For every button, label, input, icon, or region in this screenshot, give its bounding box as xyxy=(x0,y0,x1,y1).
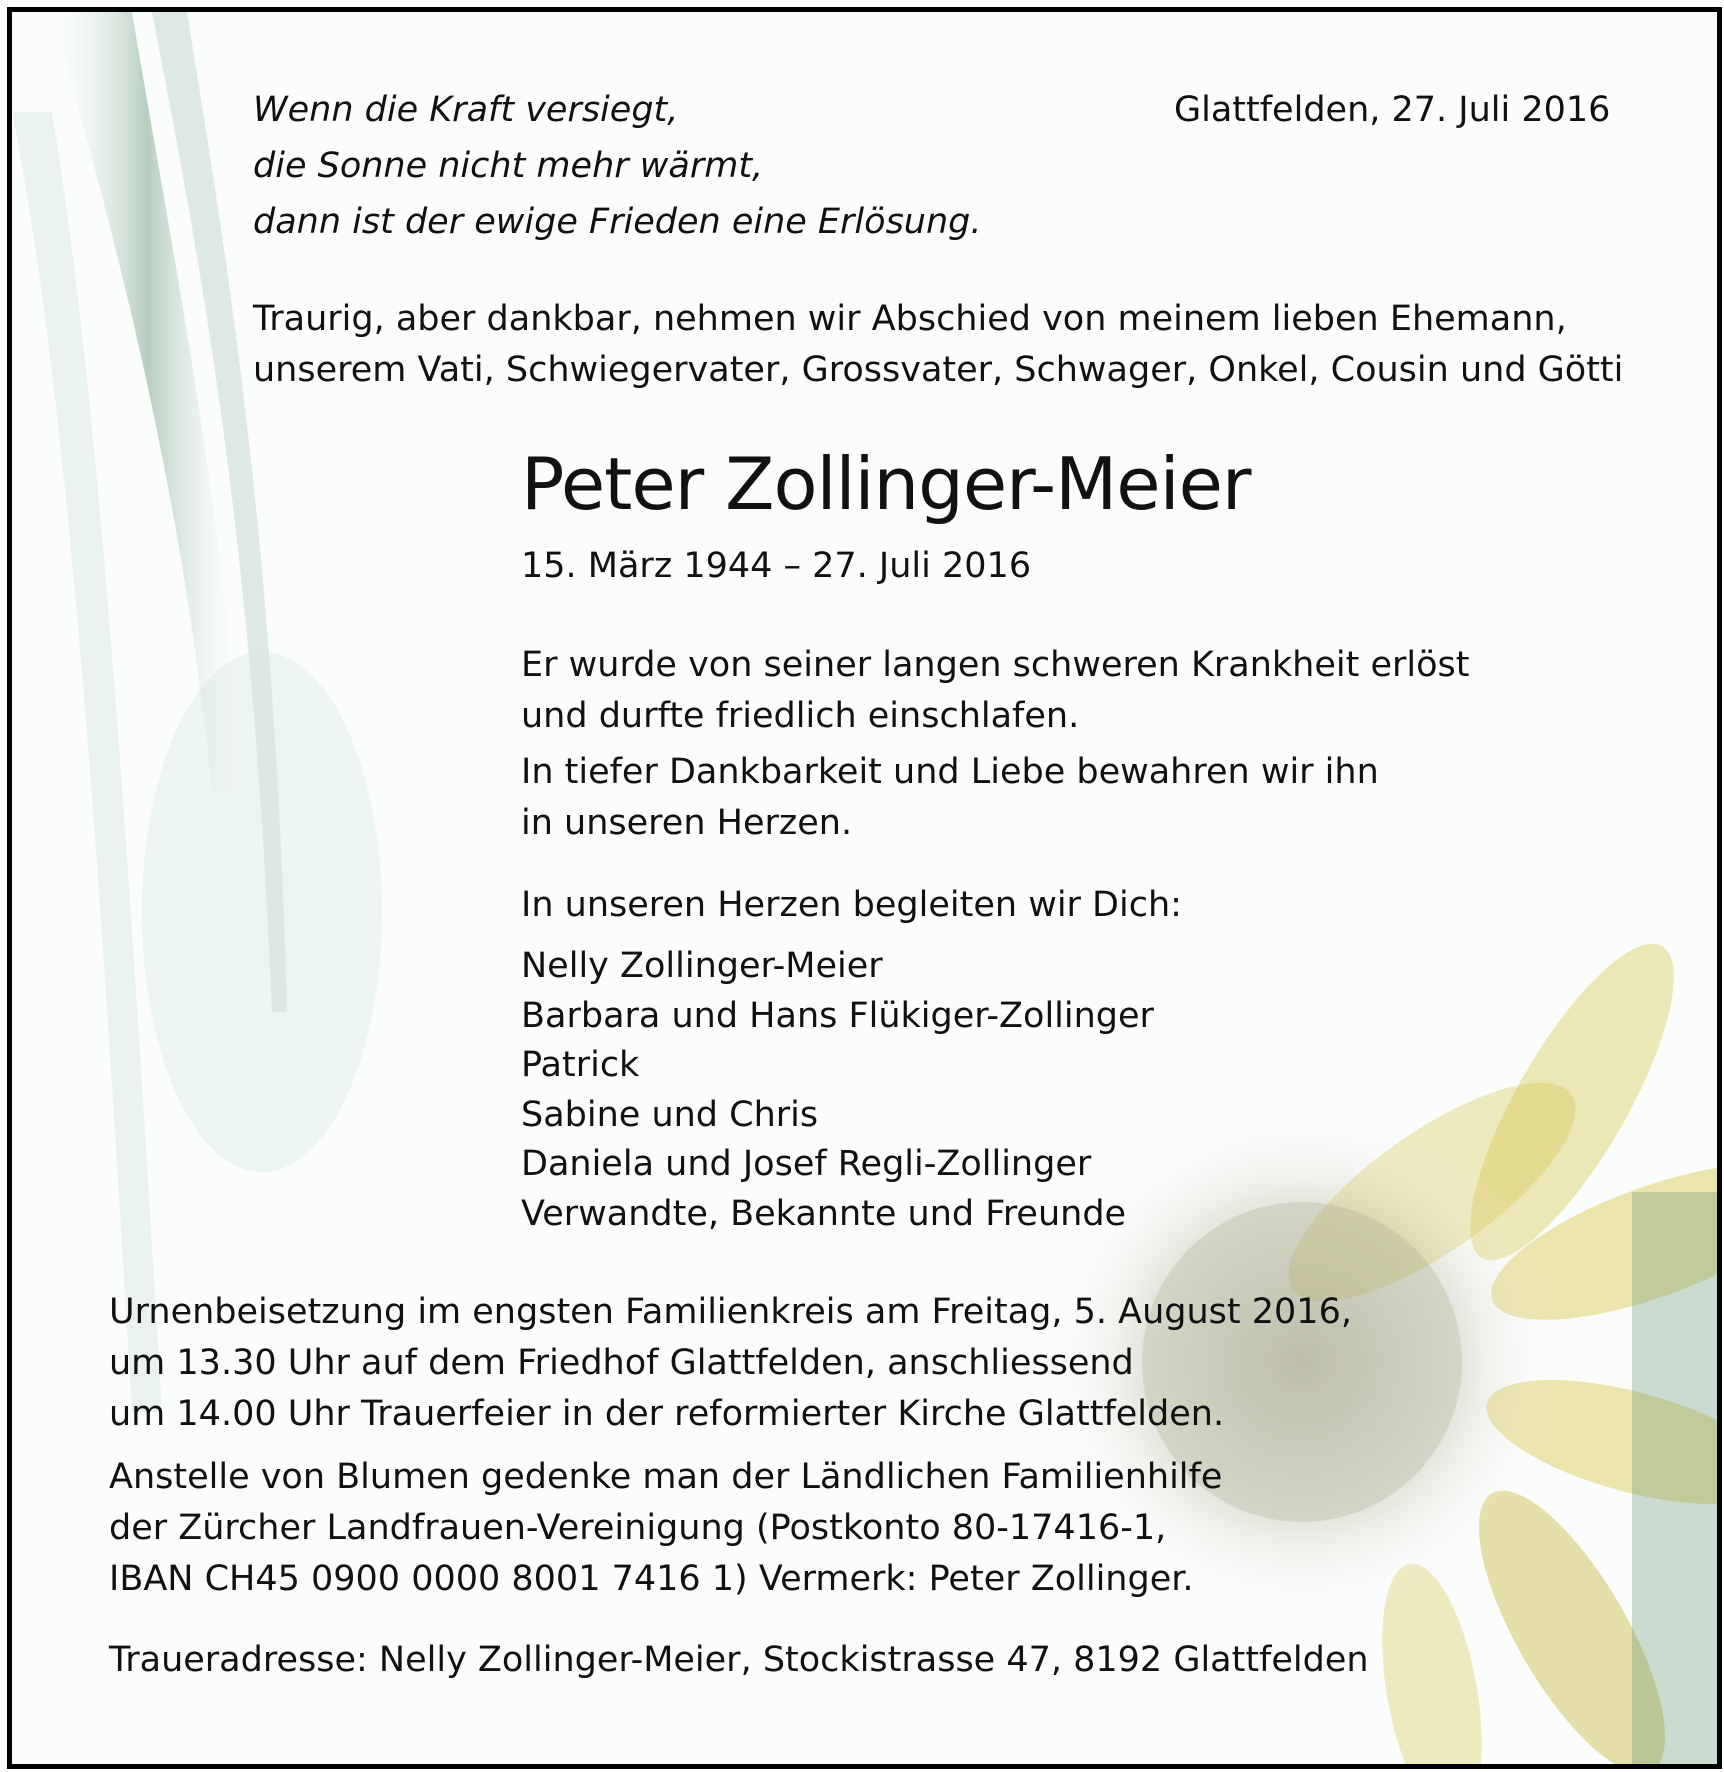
paragraph-gratitude xyxy=(521,747,1379,849)
paragraph-line: Er wurde von seiner langen schweren Krankheit erlöst xyxy=(521,645,1470,685)
donation-info xyxy=(109,1452,1222,1605)
mourner-item: Nelly Zollinger-Meier xyxy=(521,946,883,986)
paragraph-line: und durfte friedlich einschlafen. xyxy=(521,696,1080,736)
burial-line: um 13.30 Uhr auf dem Friedhof Glattfelden, anschliessend xyxy=(109,1343,1134,1383)
donation-line: der Zürcher Landfrauen-Vereinigung (Postkonto 80-17416-1, xyxy=(109,1508,1167,1548)
intro-text xyxy=(253,294,1623,396)
burial-info xyxy=(109,1287,1352,1440)
intro-line: Traurig, aber dankbar, nehmen wir Abschied von meinem lieben Ehemann, xyxy=(253,299,1567,339)
life-dates: 15. März 1944 – 27. Juli 2016 xyxy=(521,546,1032,586)
mourner-item: Patrick xyxy=(521,1045,640,1085)
mourner-item: Verwandte, Bekannte und Freunde xyxy=(521,1193,1127,1234)
deceased-name: Peter Zollinger-Meier xyxy=(521,442,1251,526)
paragraph-line: In tiefer Dankbarkeit und Liebe bewahren wir ihn xyxy=(521,752,1379,792)
paragraph-release xyxy=(521,640,1470,742)
burial-line: Urnenbeisetzung im engsten Familienkreis am Freitag, 5. August 2016, xyxy=(109,1292,1352,1332)
motto-verse xyxy=(253,82,982,250)
donation-line: Anstelle von Blumen gedenke man der Ländlichen Familienhilfe xyxy=(109,1457,1223,1497)
burial-line: um 14.00 Uhr Trauerfeier in der reformierter Kirche Glattfelden. xyxy=(109,1394,1225,1434)
mourners-heading: In unseren Herzen begleiten wir Dich: xyxy=(521,885,1182,925)
motto-line: dann ist der ewige Frieden eine Erlösung. xyxy=(253,202,982,242)
donation-line: IBAN CH45 0900 0000 8001 7416 1) Vermerk: Peter Zollinger. xyxy=(109,1559,1194,1599)
mourners-list xyxy=(521,942,1154,1239)
mourner-item: Daniela und Josef Regli-Zollinger xyxy=(521,1144,1092,1184)
intro-line: unserem Vati, Schwiegervater, Grossvater, Schwager, Onkel, Cousin und Götti xyxy=(253,350,1624,390)
paragraph-line: in unseren Herzen. xyxy=(521,803,853,843)
place-date: Glattfelden, 27. Juli 2016 xyxy=(1174,90,1611,130)
motto-line: die Sonne nicht mehr wärmt, xyxy=(253,146,764,186)
mourner-item: Barbara und Hans Flükiger-Zollinger xyxy=(521,995,1154,1036)
mourning-address: Traueradresse: Nelly Zollinger-Meier, Stockistrasse 47, 8192 Glattfelden xyxy=(109,1640,1369,1680)
obituary-page xyxy=(7,7,1722,1769)
motto-line: Wenn die Kraft versiegt, xyxy=(253,90,679,130)
mourner-item: Sabine und Chris xyxy=(521,1094,819,1135)
